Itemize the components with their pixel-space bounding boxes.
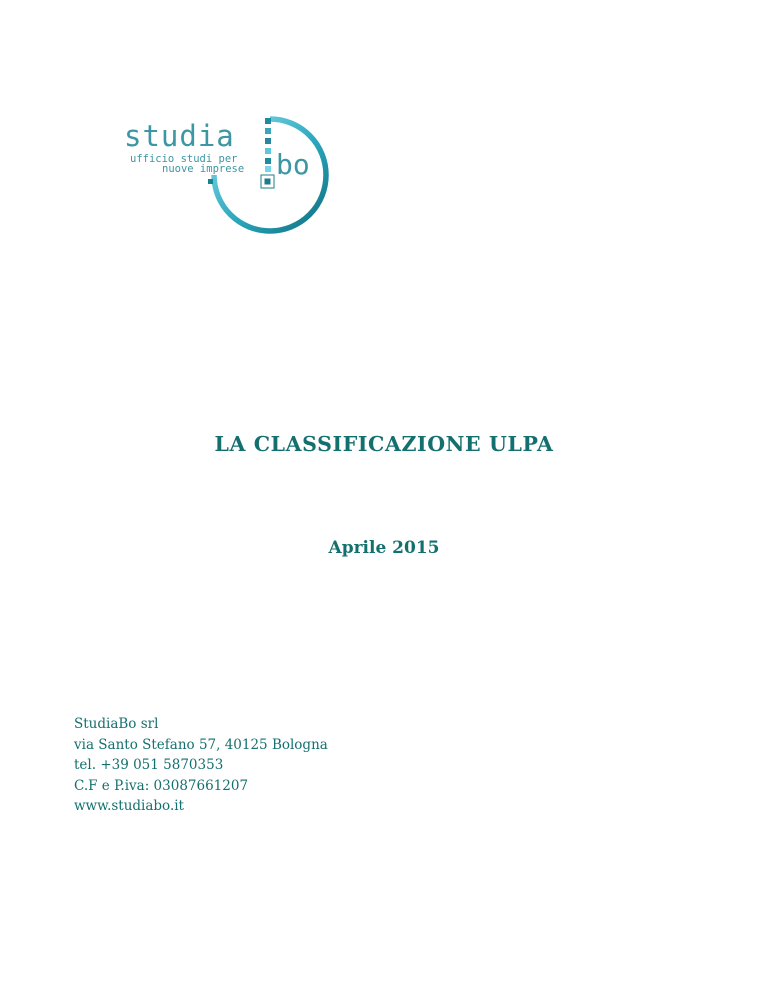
logo-tagline-line2: nuove imprese <box>162 163 245 175</box>
logo-dot-1 <box>265 118 271 124</box>
company-website[interactable]: www.studiabo.it <box>74 798 184 814</box>
logo-tagline-line1: ufficio studi per <box>130 153 238 165</box>
logo-dot-5 <box>265 158 271 164</box>
company-street: via Santo Stefano 57, 40125 Bologna <box>74 736 328 753</box>
document-date: Aprile 2015 <box>328 538 440 558</box>
studiabo-logo-graphic <box>120 112 340 236</box>
logo-dot-6 <box>265 166 271 172</box>
logo-dot-3 <box>265 138 271 144</box>
logo-box-inner <box>265 179 271 185</box>
logo-dot-4 <box>265 148 271 154</box>
logo-wordmark: studia <box>124 119 235 153</box>
company-phone: tel. +39 051 5870353 <box>74 757 224 773</box>
document-title: LA CLASSIFICAZIONE ULPA <box>214 432 554 456</box>
studiabo-logo <box>120 112 340 236</box>
company-address-block <box>74 714 328 817</box>
logo-suffix: bo <box>276 148 310 181</box>
company-name: StudiaBo srl <box>74 716 159 732</box>
company-tax-id: C.F e P.iva: 03087661207 <box>74 777 249 794</box>
logo-dot-2 <box>265 128 271 134</box>
logo-arc-end-square <box>208 179 213 184</box>
